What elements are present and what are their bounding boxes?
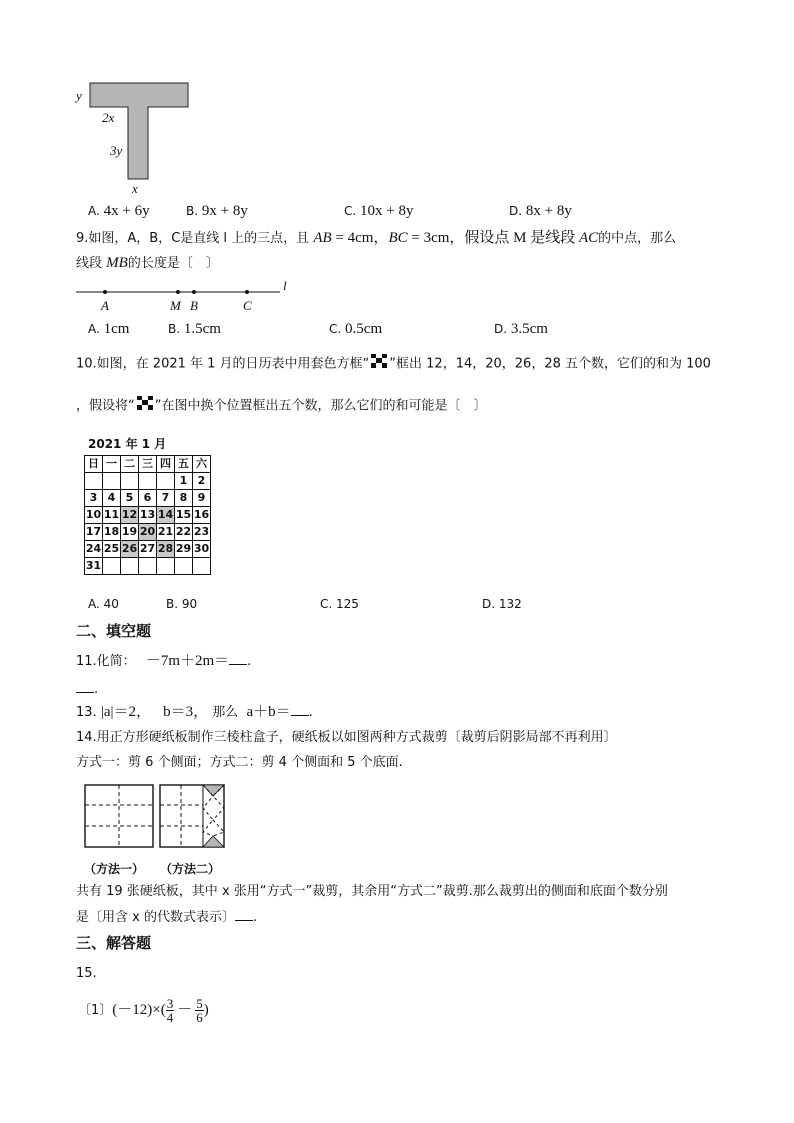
calendar-day xyxy=(103,558,121,575)
option-letter: B. xyxy=(186,204,199,218)
option-letter: B. xyxy=(168,322,181,336)
q14-line4 xyxy=(76,908,257,927)
option-value: 0.5cm xyxy=(345,321,383,337)
fraction-den: 4 xyxy=(166,1010,174,1025)
fraction-three-quarters xyxy=(166,997,175,1024)
option-expr: 10x + 8y xyxy=(360,203,414,219)
method-two-svg xyxy=(159,784,229,850)
q8-option-a[interactable] xyxy=(88,203,150,220)
q11-suffix: . xyxy=(247,654,252,669)
calendar-day: 10 xyxy=(85,507,103,524)
t-label-2x: 2x xyxy=(102,110,115,125)
calendar-title: 2021 年 1 月 xyxy=(88,437,167,451)
q11 xyxy=(76,652,251,671)
calendar-day: 12 xyxy=(121,507,139,524)
option-value: 90 xyxy=(181,597,198,611)
q9-text: 9.如图，A，B，C是直线 l 上的三点，且 xyxy=(76,231,314,246)
cross-frame-icon xyxy=(137,396,153,416)
calendar-day: 6 xyxy=(139,490,157,507)
option-letter: D. xyxy=(509,204,523,218)
calendar-day: 5 xyxy=(121,490,139,507)
q8-option-d[interactable] xyxy=(509,203,572,220)
calendar-day: 4 xyxy=(103,490,121,507)
q15-number: 15. xyxy=(76,966,97,981)
q9-line1 xyxy=(76,229,676,248)
point-m-label: M xyxy=(170,298,181,313)
option-letter: D. xyxy=(494,322,508,336)
option-expr: 8x + 8y xyxy=(525,203,572,219)
answer-blank[interactable] xyxy=(235,908,253,921)
method-two-label: （方法二） xyxy=(160,862,221,876)
q13-prefix: 13. xyxy=(76,705,97,720)
q14-line4-text: 是〔用含 x 的代数式表示〕 xyxy=(76,910,235,925)
calendar-day: 2 xyxy=(193,473,211,490)
calendar-day: 7 xyxy=(157,490,175,507)
option-letter: A. xyxy=(88,204,100,218)
q10-text: ”在图中换个位置框出五个数，那么它们的和可能是〔 〕 xyxy=(154,398,487,414)
calendar-day: 14 xyxy=(157,507,175,524)
calendar-day: 22 xyxy=(175,524,193,541)
calendar-weekday: 六 xyxy=(193,456,211,473)
calendar-day: 28 xyxy=(157,541,175,558)
calendar-day: 24 xyxy=(85,541,103,558)
q15-part1-label: 〔1〕 xyxy=(78,1003,113,1018)
t-shape-figure xyxy=(74,80,204,200)
answer-blank[interactable] xyxy=(76,680,94,693)
q10-option-c[interactable] xyxy=(320,597,359,611)
section-heading-solve: 三、解答题 xyxy=(76,934,152,952)
q12-suffix: . xyxy=(94,682,99,697)
option-value: 1.5cm xyxy=(183,321,221,337)
option-letter: A. xyxy=(88,322,100,336)
calendar-day xyxy=(103,473,121,490)
section-heading-fill-blank: 二、填空题 xyxy=(76,622,152,640)
option-value: 125 xyxy=(336,597,359,611)
segment-mb: MB xyxy=(106,255,128,271)
calendar-day: 18 xyxy=(103,524,121,541)
q9-text: 的中点，那么 xyxy=(598,231,677,246)
calendar-day xyxy=(139,558,157,575)
segment-bc: BC xyxy=(388,230,408,246)
q10-line1 xyxy=(76,354,711,374)
fraction-den: 6 xyxy=(196,1010,203,1025)
t-label-y: y xyxy=(76,88,82,103)
calendar-day: 16 xyxy=(193,507,211,524)
calendar-weekday: 日 xyxy=(85,456,103,473)
option-expr: 4x + 6y xyxy=(103,203,150,219)
q14-line2: 方式一：剪 6 个侧面；方式二：剪 4 个侧面和 5 个底面. xyxy=(76,755,403,770)
calendar-day: 23 xyxy=(193,524,211,541)
q13 xyxy=(76,703,313,722)
q13-expr2: b＝3， xyxy=(163,704,209,720)
q8-option-b[interactable] xyxy=(186,203,248,220)
calendar-day: 25 xyxy=(103,541,121,558)
calendar-day xyxy=(85,473,103,490)
q10-option-a[interactable] xyxy=(88,597,119,611)
calendar-day: 3 xyxy=(85,490,103,507)
q9-text: 线段 xyxy=(76,256,107,271)
method-two-figure xyxy=(159,784,229,854)
calendar-week-row xyxy=(85,558,211,575)
calendar-day: 15 xyxy=(175,507,193,524)
option-value: 3.5cm xyxy=(510,321,548,337)
calendar-day xyxy=(175,558,193,575)
q9-option-c[interactable] xyxy=(329,321,382,338)
calendar-day: 8 xyxy=(175,490,193,507)
calendar-day: 19 xyxy=(121,524,139,541)
calendar-week-row xyxy=(85,473,211,490)
q10-text: ，假设将“ xyxy=(76,398,135,414)
calendar-day: 31 xyxy=(85,558,103,575)
q10-text: 10.如图，在 2021 年 1 月的日历表中用套色方框“ xyxy=(76,356,370,372)
calendar-day: 20 xyxy=(139,524,157,541)
calendar-weekday: 二 xyxy=(121,456,139,473)
option-value: 132 xyxy=(498,597,522,611)
q9-line2 xyxy=(76,254,219,273)
q14-line1: 14.用正方形硬纸板制作三棱柱盒子，硬纸板以如图两种方式裁剪〔裁剪后阴影局部不再利用〕 xyxy=(76,730,617,745)
q8-option-c[interactable] xyxy=(344,203,414,220)
calendar-day: 21 xyxy=(157,524,175,541)
option-expr: 9x + 8y xyxy=(201,203,248,219)
option-letter: D. xyxy=(482,597,496,611)
calendar-header-row xyxy=(85,456,211,473)
q11-prefix: 11.化简： xyxy=(76,654,136,669)
method-one-label: （方法一） xyxy=(84,862,145,876)
cross-frame-icon xyxy=(371,354,387,374)
calendar-day xyxy=(157,473,175,490)
method-one-svg xyxy=(84,784,156,850)
calendar-day: 11 xyxy=(103,507,121,524)
q11-expr: －7m＋2m＝ xyxy=(145,653,230,669)
calendar-day xyxy=(193,558,211,575)
q9-option-a[interactable] xyxy=(88,321,129,338)
q9-eq2: = 3cm，假设点 M 是线段 xyxy=(407,230,579,246)
option-letter: B. xyxy=(166,597,179,611)
calendar-day: 17 xyxy=(85,524,103,541)
calendar-weekday: 四 xyxy=(157,456,175,473)
q9-text: 的长度是〔 〕 xyxy=(127,256,219,271)
point-c-label: C xyxy=(243,298,252,313)
calendar-day xyxy=(157,558,175,575)
option-letter: A. xyxy=(88,597,100,611)
q12-fragment xyxy=(76,680,98,699)
calendar-day: 26 xyxy=(121,541,139,558)
q10-option-b[interactable] xyxy=(166,597,197,611)
calendar-table xyxy=(84,455,211,575)
point-a-label: A xyxy=(101,298,109,313)
q15-expr-a: (－12)×( xyxy=(112,1002,166,1018)
calendar-weekday: 三 xyxy=(139,456,157,473)
answer-blank[interactable] xyxy=(229,652,247,665)
calendar-day: 1 xyxy=(175,473,193,490)
q15-expr-b: ) xyxy=(203,1002,209,1018)
segment-ac: AC xyxy=(578,230,599,246)
t-shape-svg xyxy=(74,80,204,200)
calendar-weekday: 一 xyxy=(103,456,121,473)
calendar-day: 13 xyxy=(139,507,157,524)
calendar-day xyxy=(121,558,139,575)
q10-text: ”框出 12，14，20，26，28 五个数，它们的和为 100 xyxy=(389,356,711,372)
fraction-num: 5 xyxy=(196,996,203,1011)
t-label-3y: 3y xyxy=(110,143,123,158)
option-letter: C. xyxy=(329,322,342,336)
calendar-day: 9 xyxy=(193,490,211,507)
calendar-week-row xyxy=(85,490,211,507)
q13-expr3: a＋b＝ xyxy=(246,704,291,720)
option-value: 40 xyxy=(103,597,119,611)
line-label-l: l xyxy=(283,278,287,293)
calendar-week-row xyxy=(85,541,211,558)
answer-blank[interactable] xyxy=(291,703,309,716)
t-label-x: x xyxy=(132,181,138,196)
q14-line3: 共有 19 张硬纸板，其中 x 张用“方式一”裁剪，其余用“方式二”裁剪.那么裁剪出的侧面和底面个数分别 xyxy=(76,884,668,899)
q13-expr1: |a|＝2， xyxy=(100,704,151,720)
calendar-day: 29 xyxy=(175,541,193,558)
calendar-week-row xyxy=(85,507,211,524)
q9-eq1: = 4cm， xyxy=(331,230,389,246)
q13-mid: 那么 xyxy=(212,705,239,720)
q14-line4-end: . xyxy=(252,910,258,925)
segment-ab: AB xyxy=(313,230,332,246)
fraction-num: 3 xyxy=(166,996,174,1011)
calendar-day: 30 xyxy=(193,541,211,558)
option-letter: C. xyxy=(344,204,357,218)
q9-option-b[interactable] xyxy=(168,321,221,338)
calendar-weekday: 五 xyxy=(175,456,193,473)
calendar-day xyxy=(139,473,157,490)
q13-suffix: . xyxy=(308,705,313,720)
option-value: 1cm xyxy=(103,321,130,337)
fraction-five-sixths xyxy=(195,997,204,1024)
q15-part1 xyxy=(78,996,209,1025)
q10-line2 xyxy=(76,396,487,416)
calendar-week-row xyxy=(85,524,211,541)
calendar-day xyxy=(121,473,139,490)
q9-option-d[interactable] xyxy=(494,321,548,338)
method-one-figure xyxy=(84,784,156,854)
q15-minus: － xyxy=(177,1002,193,1018)
point-b-label: B xyxy=(190,298,198,313)
q10-option-d[interactable] xyxy=(482,597,522,611)
calendar-day: 27 xyxy=(139,541,157,558)
option-letter: C. xyxy=(320,597,333,611)
